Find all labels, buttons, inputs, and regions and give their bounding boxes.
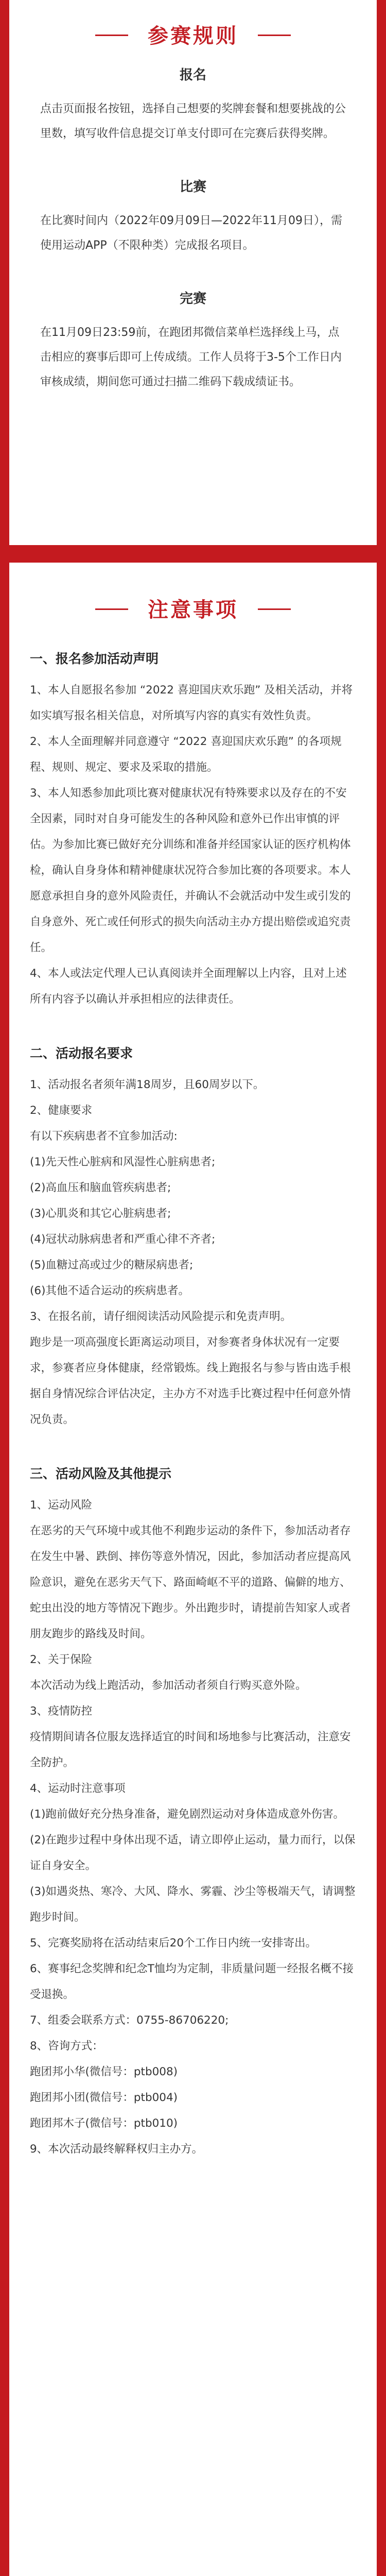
section-line: 跑步是一项高强度长距离运动项目，对参赛者身体状况有一定要求，参赛者应身体健康，经常锻炼。线上跑报名与参与皆由选手根据自身情况综合评估决定，主办方不对选手比赛过程中任何意外情况负责。 [30,1336,351,1426]
rule-heading: 比赛 [179,179,206,195]
section-line: 3、疫情防控 [30,1705,93,1718]
section-heading: 一、报名参加活动声明 [30,651,159,666]
rule-text: 在比赛时间内（2022年09月09日—2022年11月09日），需使用运动APP（不限种类）完成报名项目。 [40,214,342,252]
title-right-dash [258,608,291,610]
section-line: (2)在跑步过程中身体出现不适，请立即停止运动，量力而行，以保证自身安全。 [30,1834,356,1872]
section-line: (5)血糖过高或过少的糖尿病患者; [30,1259,194,1272]
section-line: (1)跑前做好充分热身准备，避免剧烈运动对身体造成意外伤害。 [30,1808,344,1821]
section-line: 3、本人知悉参加此项比赛对健康状况有特殊要求以及存在的不安全因素，同时对自身可能发生的各种风险和意外已作出审慎的评估。为参加比赛已做好充分训练和准备并经国家认证的医疗机构体检，确认自身身体和精神健康状况符合参加比赛的各项要求。本人愿意承担自身的意外风险责任，并确认不会就活动中发生或引发的自身意外、死亡或任何形式的损失向活动主办方提出赔偿或追究责任。 [30,787,351,954]
section-line: 8、咨询方式： [30,2040,103,2053]
section-line: 2、关于保险 [30,1653,93,1666]
section-line: (6)其他不适合运动的疾病患者。 [30,1284,189,1297]
notes-section-requirements [30,1042,356,1433]
section-line: (1)先天性心脏病和风湿性心脏病患者; [30,1156,216,1168]
section-line: (3)心肌炎和其它心脏病患者; [30,1207,171,1220]
rule-finish [40,288,346,395]
section-line: 跑团邦小团(微信号：ptb004) [30,2091,178,2104]
section-line: 3、在报名前，请仔细阅读活动风险提示和免责声明。 [30,1310,292,1323]
section-line: 4、运动时注意事项 [30,1782,126,1795]
section-line: 跑团邦木子(微信号：ptb010) [30,2117,178,2130]
section-line: 在恶劣的天气环境中或其他不利跑步运动的条件下，参加活动者存在发生中暑、跌倒、摔伤等意外情况，因此，参加活动者应提高风险意识，避免在恶劣天气下、路面崎岖不平的道路、偏僻的地方、蛇虫出没的地方等情况下跑步。外出跑步时，请提前告知家人或者朋友跑步的路线及时间。 [30,1524,351,1640]
section-heading: 三、活动风险及其他提示 [30,1466,172,1481]
rules-card [9,0,377,545]
section-line: 1、运动风险 [30,1499,93,1512]
section-line: 9、本次活动最终解释权归主办方。 [30,2143,203,2156]
section-line: 1、本人自愿报名参加 “2022 喜迎国庆欢乐跑” 及相关活动，并将如实填写报名相关信息，对所填写内容的真实有效性负责。 [30,684,353,722]
section-line: 1、活动报名者须年满18周岁，且60周岁以下。 [30,1078,265,1091]
notes-section-declaration [30,648,356,1012]
section-line: (4)冠状动脉病患者和严重心律不齐者; [30,1233,216,1246]
title-right-dash [258,35,291,36]
section-heading: 二、活动报名要求 [30,1046,133,1061]
rule-race [40,176,346,258]
section-line: (3)如遇炎热、寒冷、大风、降水、雾霾、沙尘等极端天气，请调整跑步时间。 [30,1885,356,1924]
notes-section-risks [30,1463,356,2162]
rule-text: 在11月09日23:59前，在跑团邦微信菜单栏选择线上马，点击相应的赛事后即可上传成绩。工作人员将于3-5个工作日内审核成绩，期间您可通过扫描二维码下载成绩证书。 [40,326,342,388]
notes-card [9,563,377,2576]
rule-heading: 报名 [179,67,206,83]
rule-heading: 完赛 [179,291,206,307]
rules-title: 参赛规则 [128,20,258,49]
section-line: 7、组委会联系方式：0755-86706220; [30,2014,229,2027]
section-line: 跑团邦小华(微信号：ptb008) [30,2065,178,2078]
section-line: 疫情期间请各位服友选择适宜的时间和场地参与比赛活动，注意安全防护。 [30,1731,351,1769]
section-line: 本次活动为线上跑活动，参加活动者须自行购买意外险。 [30,1679,307,1692]
section-line: 有以下疾病患者不宜参加活动: [30,1130,178,1143]
title-left-dash [95,35,128,36]
section-line: 6、赛事纪念奖牌和纪念T恤均为定制，非质量问题一经报名概不接受退换。 [30,1962,354,2001]
section-line: 4、本人或法定代理人已认真阅读并全面理解以上内容，且对上述所有内容予以确认并承担相应的法律责任。 [30,967,347,1006]
notes-title: 注意事项 [128,594,258,623]
rule-text: 点击页面报名按钮，选择自己想要的奖牌套餐和想要挑战的公里数，填写收件信息提交订单支付即可在完赛后获得奖牌。 [40,103,346,140]
section-line: 2、本人全面理解并同意遵守 “2022 喜迎国庆欢乐跑” 的各项规程、规则、规定、要求及采取的措施。 [30,735,342,774]
rule-signup [40,64,346,146]
section-line: 2、健康要求 [30,1104,93,1117]
title-left-dash [95,608,128,610]
section-line: 5、完赛奖励将在活动结束后20个工作日内统一安排寄出。 [30,1937,317,1950]
section-line: (2)高血压和脑血管疾病患者; [30,1181,171,1194]
